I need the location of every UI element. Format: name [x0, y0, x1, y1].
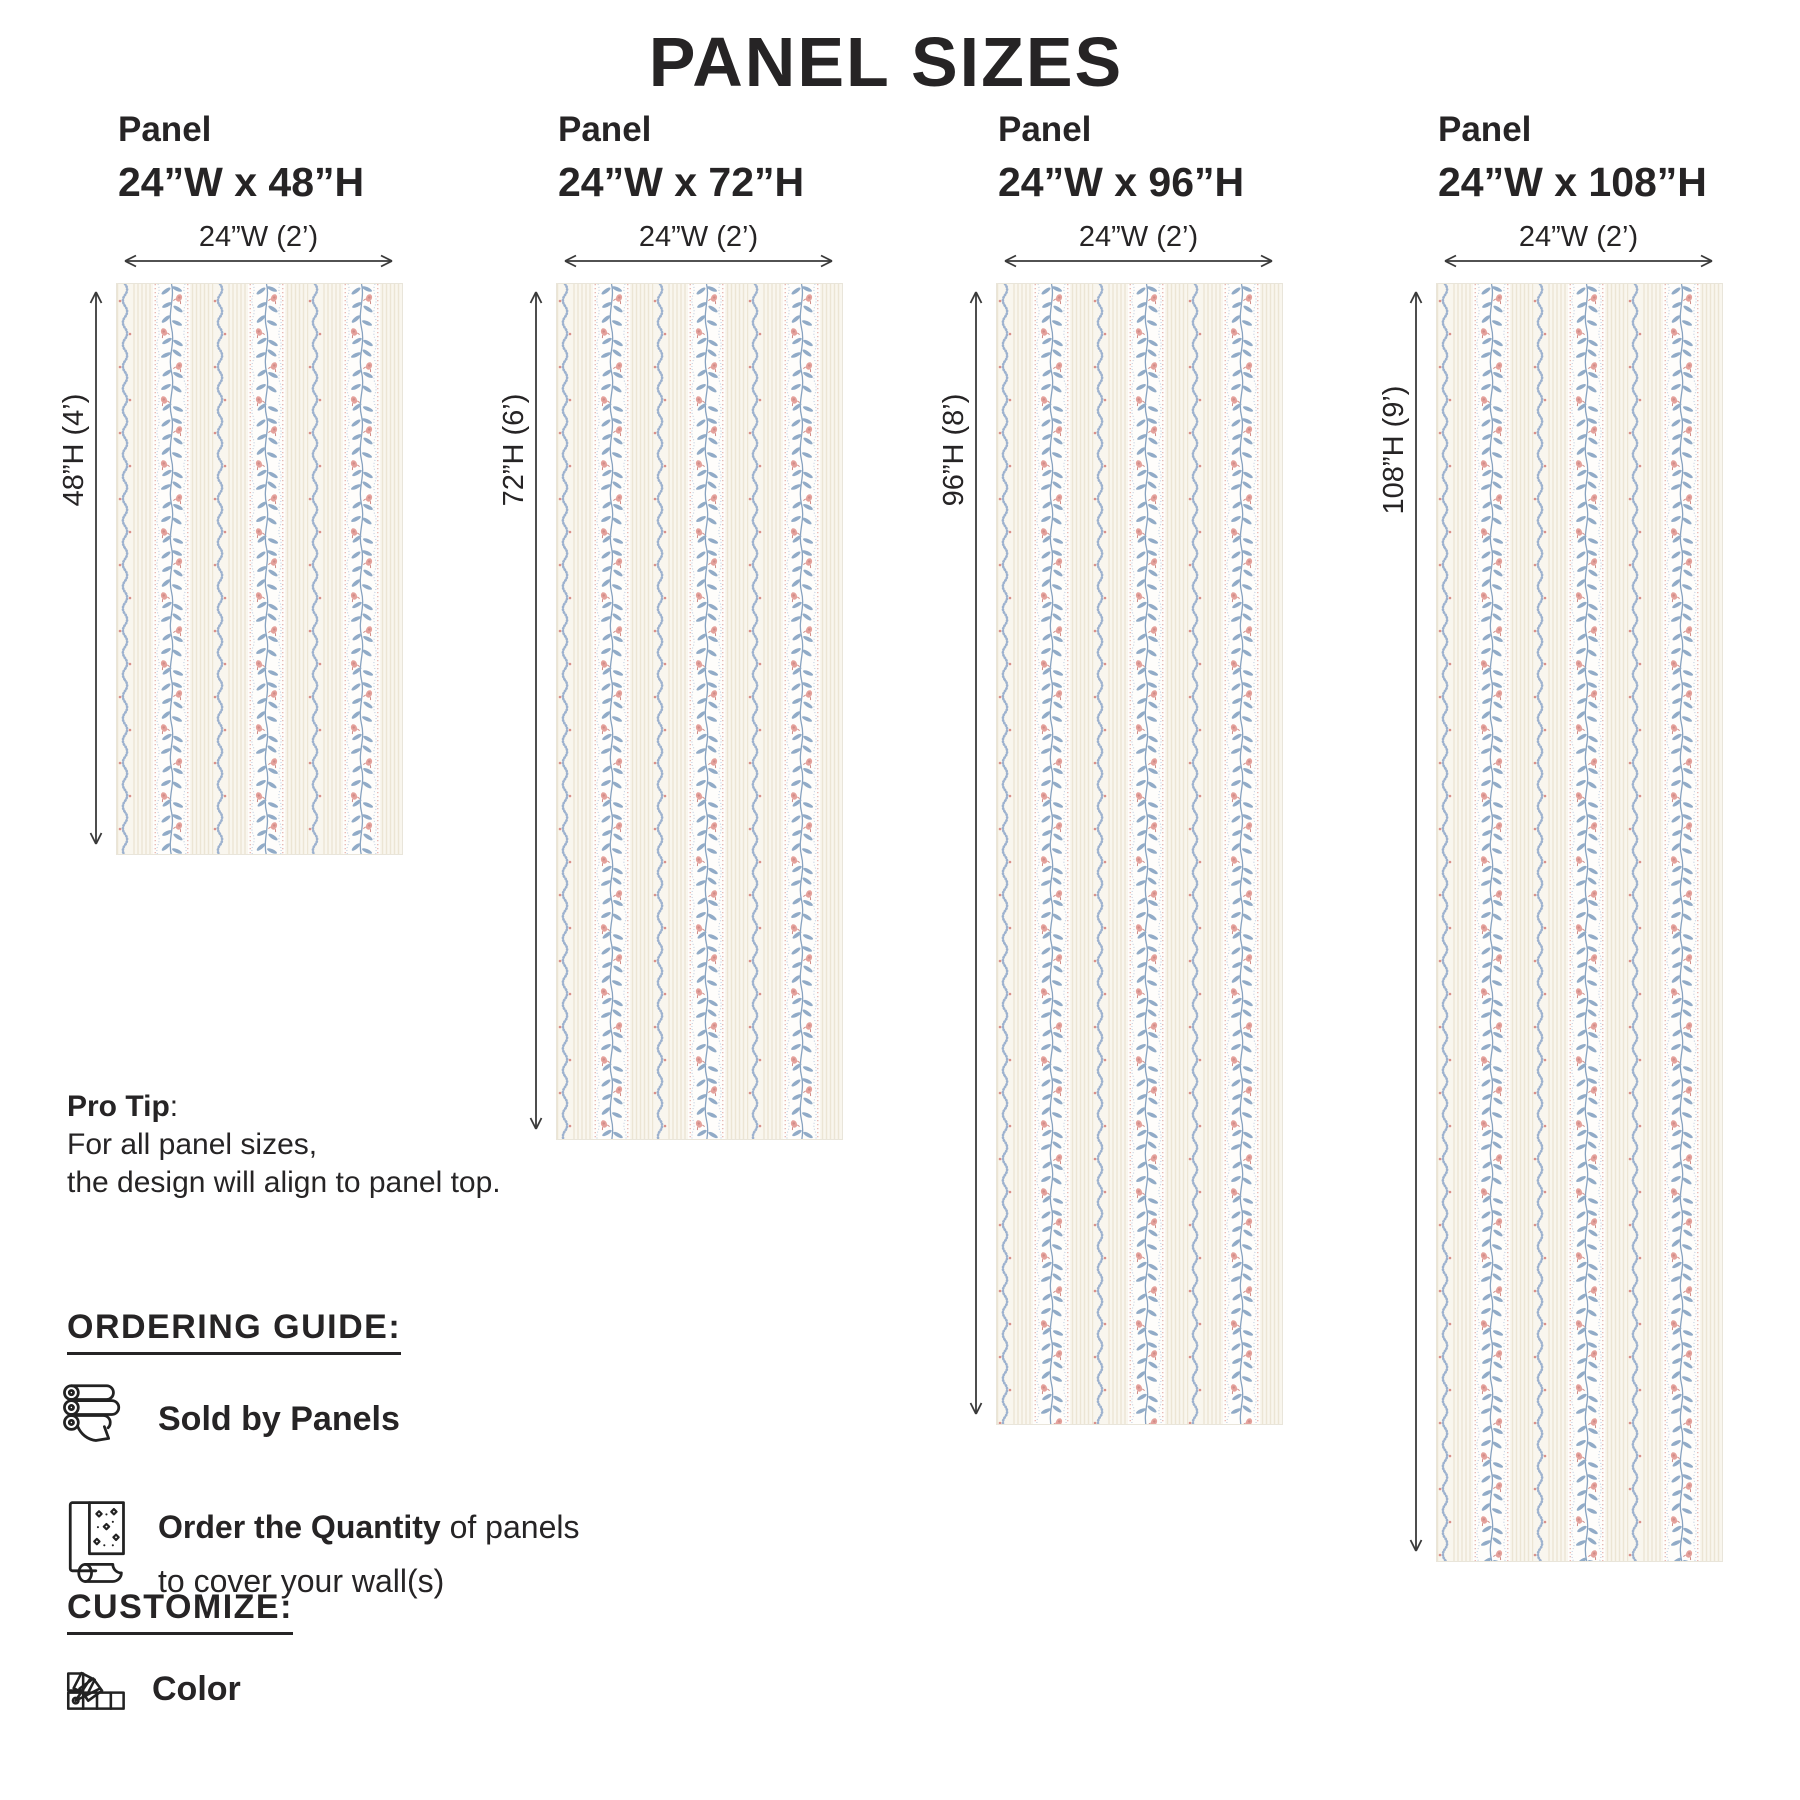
- pro-tip-line2: the design will align to panel top.: [67, 1166, 501, 1199]
- pro-tip-line1: For all panel sizes,: [67, 1128, 318, 1161]
- wallpaper-rolls-icon: [60, 1382, 136, 1448]
- ordering-guide-heading: ORDERING GUIDE:: [67, 1308, 401, 1355]
- width-arrow: [996, 252, 1281, 270]
- width-dimension-label: 24”W (2’): [1078, 221, 1199, 253]
- page-title: PANEL SIZES: [648, 23, 1124, 101]
- panel-label: Panel: [1438, 110, 1532, 149]
- order-quantity-bold: Order the Quantity: [158, 1509, 441, 1545]
- height-dimension-label: 108”H (9’): [1378, 385, 1410, 515]
- panel-header: [558, 112, 804, 203]
- panel-label: Panel: [558, 110, 652, 149]
- panel-header: [1438, 112, 1707, 203]
- panel-size-label: 24”W x 96”H: [998, 159, 1245, 205]
- panel-header: [998, 112, 1244, 203]
- width-arrow: [1436, 252, 1721, 270]
- pro-tip-label: Pro Tip: [67, 1090, 170, 1123]
- height-dimension-label: 72”H (6’): [498, 393, 530, 507]
- width-dimension-label: 24”W (2’): [198, 221, 319, 253]
- wallpaper-quantity-icon: [66, 1498, 132, 1584]
- order-quantity-line2: to cover your wall(s): [158, 1563, 445, 1599]
- pro-tip: Pro Tip: For all panel sizes, the design will align to panel top.: [67, 1088, 501, 1202]
- width-arrow: [556, 252, 841, 270]
- panel-swatch: [116, 283, 403, 855]
- sold-by-panels-label: Sold by Panels: [158, 1400, 400, 1438]
- width-dimension-label: 24”W (2’): [638, 221, 759, 253]
- panel-header: [118, 112, 364, 203]
- panel-swatch: [556, 283, 843, 1140]
- panel-size-label: 24”W x 72”H: [558, 159, 805, 205]
- panel-label: Panel: [998, 110, 1092, 149]
- order-quantity-text: Order the Quantity of panels to cover your wall(s): [158, 1500, 579, 1608]
- width-dimension-label: 24”W (2’): [1518, 221, 1639, 253]
- panel-swatch: [996, 283, 1283, 1425]
- color-label: Color: [152, 1670, 241, 1708]
- panel-size-label: 24”W x 48”H: [118, 159, 365, 205]
- panel-size-label: 24”W x 108”H: [1438, 159, 1707, 205]
- height-dimension-label: 48”H (4’): [58, 393, 90, 507]
- height-dimension-label: 96”H (8’): [938, 393, 970, 507]
- panel-label: Panel: [118, 110, 212, 149]
- customize-heading: CUSTOMIZE:: [67, 1588, 293, 1635]
- width-arrow: [116, 252, 401, 270]
- color-swatches-icon: [64, 1650, 130, 1714]
- panel-swatch: [1436, 283, 1723, 1562]
